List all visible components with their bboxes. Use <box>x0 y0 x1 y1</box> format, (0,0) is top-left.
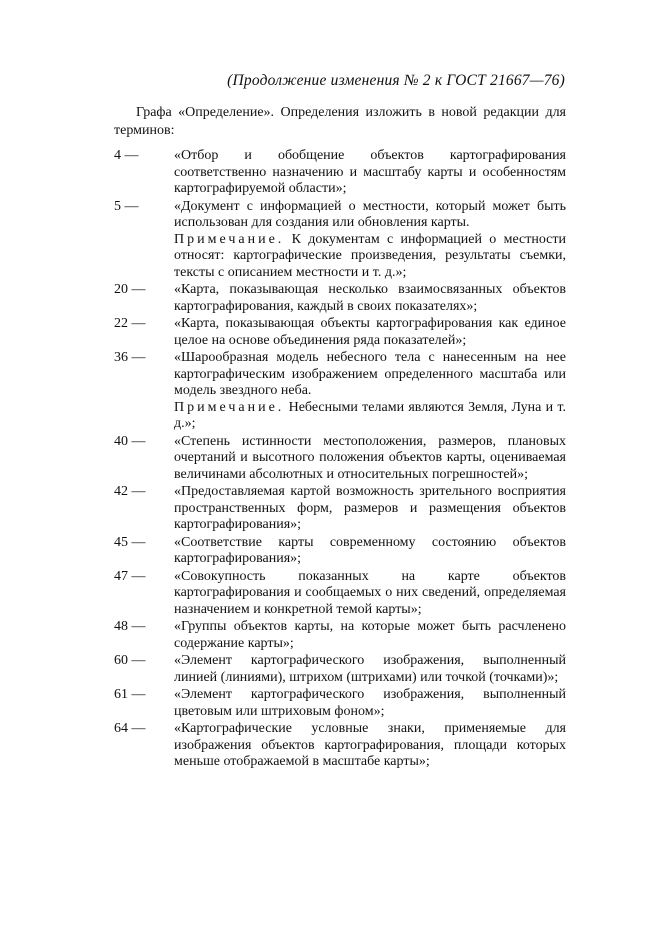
definition-text: «Картографические условные знаки, применяемые для изображения объектов картографирования, площади которых меньше отображаемой в масштабе карты»; <box>174 721 566 769</box>
definition-entry <box>0 434 661 484</box>
definition-text: «Документ с информацией о местности, который может быть использован для создания или обновления карты. <box>174 198 566 230</box>
definition-text: «Элемент картографического изображения, выполненный цветовым или штриховым фоном»; <box>174 687 566 719</box>
definition-text: «Отбор и обобщение объектов картографирования соответственно назначению и масштабу карты и особенностям картографируемой области»; <box>174 148 566 196</box>
definition-entry <box>0 199 661 282</box>
definition-text: «Шарообразная модель небесного тела с нанесенным на нее картографическим изображением определенного масштаба или модель звездного неба. <box>174 350 566 398</box>
definition-text: «Соответствие карты современному состоянию объектов картографирования»; <box>174 534 566 566</box>
term-definitions-list <box>0 148 661 772</box>
definition-text: «Группы объектов карты, на которые может быть расчленено содержание карты»; <box>174 619 566 651</box>
intro-paragraph: Графа «Определение». Определения изложить в новой редакции для терминов: <box>114 105 566 138</box>
term-number: 4 — <box>114 148 139 163</box>
definition-entry <box>0 619 661 652</box>
definition-text: «Предоставляемая картой возможность зрительного восприятия пространственных форм, размеров и размещения объектов картографирования»; <box>174 484 566 532</box>
term-number: 60 — <box>114 653 146 668</box>
term-number: 40 — <box>114 433 146 449</box>
continuation-header: (Продолжение изменения № 2 к ГОСТ 21667—76) <box>227 72 565 89</box>
definition-text: «Совокупность показанных на карте объектов картографирования и сообщаемых о них сведений, определяемая назначением и конкретной темой карты»; <box>174 568 566 617</box>
term-number: 20 — <box>114 282 146 297</box>
definition-entry <box>0 316 661 349</box>
term-number: 5 — <box>114 198 139 214</box>
definition-entry <box>0 535 661 568</box>
definition-entry <box>0 687 661 720</box>
term-number: 45 — <box>114 534 146 550</box>
note-label: Примечание. <box>174 231 285 247</box>
definition-entry <box>0 653 661 686</box>
definition-text: «Карта, показывающая несколько взаимосвязанных объектов картографирования, каждый в своих показателях»; <box>174 282 566 314</box>
definition-note <box>174 400 566 433</box>
definition-entry <box>0 282 661 315</box>
definition-entry <box>0 721 661 771</box>
note-label: Примечание. <box>174 399 285 415</box>
term-number: 64 — <box>114 721 146 736</box>
term-number: 22 — <box>114 316 146 331</box>
term-number: 61 — <box>114 687 146 702</box>
term-number: 47 — <box>114 568 146 584</box>
definition-text: «Карта, показывающая объекты картографирования как единое целое на основе объединения ряда показателей»; <box>174 316 566 348</box>
definition-entry <box>0 569 661 619</box>
definition-entry <box>0 350 661 433</box>
definition-text: «Элемент картографического изображения, выполненный линией (линиями), штрихом (штрихами) или точкой (точками)»; <box>174 653 566 685</box>
term-number: 36 — <box>114 350 146 365</box>
note-text: Небесными телами являются Земля, Луна и т. д.»; <box>174 399 566 431</box>
definition-text: «Степень истинности местоположения, размеров, плановых очертаний и высотного положения объектов карты, оцениваемая величинами абсолютных и относительных погрешностей»; <box>174 433 566 482</box>
definition-entry <box>0 484 661 534</box>
term-number: 42 — <box>114 484 146 499</box>
definition-entry <box>0 148 661 198</box>
note-text: К документам с информацией о местности относят: картографические произведения, результаты съемки, тексты с описанием местности и т. д.»; <box>174 231 566 280</box>
term-number: 48 — <box>114 619 146 634</box>
definition-note <box>174 232 566 282</box>
